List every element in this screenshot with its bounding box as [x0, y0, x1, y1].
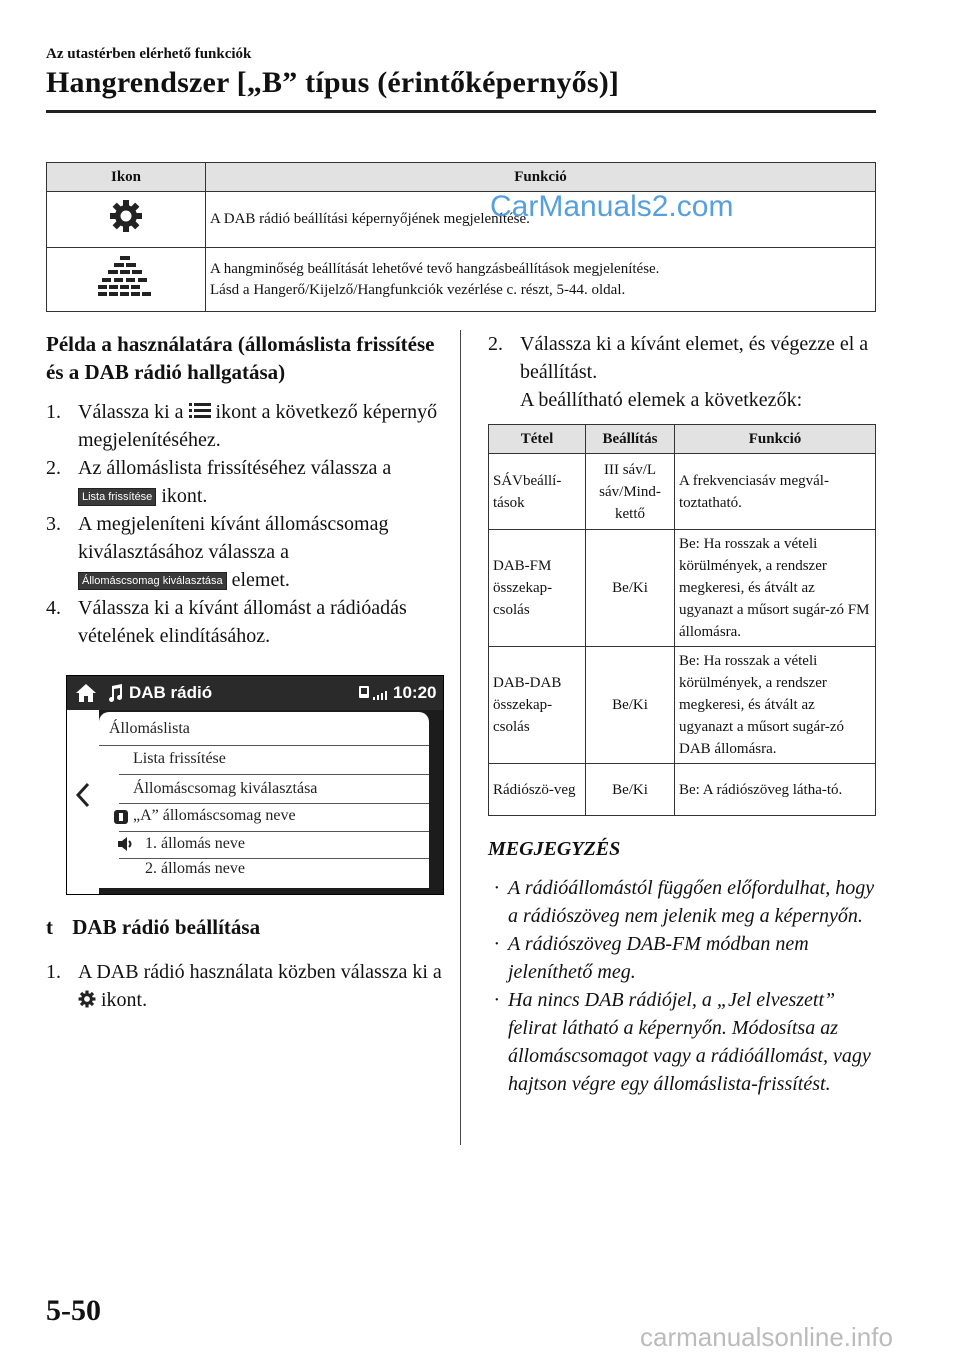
list-item[interactable]: „A” állomáscsomag neve: [133, 807, 296, 824]
signal-icon: [357, 684, 387, 702]
settings-item: DAB-FM összekap-csolás: [489, 530, 586, 647]
settings-value: III sáv/L sáv/Mind-kettő: [586, 454, 675, 530]
settings-header-tetel: Tétel: [489, 425, 586, 454]
list-item[interactable]: Állomáscsomag kiválasztása: [133, 780, 318, 797]
dab-settings-steps: [46, 958, 456, 1014]
section-label: Az utastérben elérhető funkciók: [46, 46, 252, 62]
step-number: 2.: [46, 457, 61, 479]
icon-table-header-funkcio: Funkció: [206, 163, 876, 192]
settings-table: [488, 424, 876, 816]
chevron-left-icon[interactable]: [75, 782, 91, 808]
gear-icon: [109, 199, 143, 233]
package-icon: [113, 809, 129, 825]
settings-function: Be: A rádiószöveg látha-tó.: [675, 764, 876, 816]
settings-value: Be/Ki: [586, 647, 675, 764]
settings-function: Be: Ha rosszak a vételi körülmények, a rendszer megkeresi, és átvált az ugyanazt a műsort sugár-zó FM állomásra.: [675, 530, 876, 647]
clock: 10:20: [393, 683, 437, 702]
station-list: [99, 712, 429, 888]
screen-status-bar: [67, 676, 443, 710]
settings-function: Be: Ha rosszak a vételi körülmények, a rendszer megkeresi, és átvált az ugyanazt a műsort sugár-zó DAB állomásra.: [675, 647, 876, 764]
step-item: [488, 330, 878, 414]
note-bullet: ·: [494, 933, 499, 955]
settings-value: Be/Ki: [586, 764, 675, 816]
step-text: A DAB rádió használata közben válassza ki a: [78, 961, 442, 983]
icon-row-text: A DAB rádió beállítási képernyőjének megjelenítése.: [206, 192, 876, 248]
page-number: 5-50: [46, 1294, 101, 1327]
footer-watermark: carmanualsonline.info: [640, 1322, 893, 1352]
lista-frissitese-chip: Lista frissítése: [78, 488, 156, 506]
note-bullet: ·: [494, 989, 499, 1011]
icon-table: [46, 162, 876, 312]
watermark: CarManuals2.com: [490, 190, 734, 223]
list-divider: [119, 858, 429, 859]
list-divider: [119, 774, 429, 775]
speaker-icon: [117, 836, 135, 852]
dab-settings-title: DAB rádió beállítása: [72, 915, 261, 939]
note-item: [488, 986, 878, 1098]
step-item: [46, 398, 456, 454]
step-item: [46, 958, 456, 1014]
note-text: A rádiószöveg DAB-FM módban nem jeleníthető meg.: [508, 933, 809, 983]
icon-row-text: [206, 248, 876, 312]
note-item: [488, 930, 878, 986]
list-icon: [189, 402, 211, 420]
step-text: ikont.: [161, 485, 208, 507]
section-bullet: t: [46, 915, 53, 939]
note-bullet: ·: [494, 877, 499, 899]
allomascsomag-chip: Állomáscsomag kiválasztása: [78, 572, 227, 590]
dab-settings-heading: [46, 915, 260, 940]
column-divider: [460, 330, 461, 1145]
example-heading: Példa a használatára (állomáslista frissítése és a DAB rádió hallgatása): [46, 332, 435, 384]
note-text: Ha nincs DAB rádiójel, a „Jel elveszett” felirat látható a képernyőn. Módosítsa az állomáscsomagot vagy a rádióállomást, vagy hajtson végre egy állomáslista-frissítést.: [508, 989, 871, 1095]
note-heading: MEGJEGYZÉS: [488, 838, 621, 860]
step-item: [46, 594, 456, 650]
music-note-icon: [107, 684, 123, 702]
gear-icon: [78, 990, 96, 1008]
settings-value: Be/Ki: [586, 530, 675, 647]
list-divider: [99, 745, 429, 746]
settings-header-beallitas: Beállítás: [586, 425, 675, 454]
settings-item: SÁVbeállí-tások: [489, 454, 586, 530]
step-number: 1.: [46, 401, 61, 423]
step-number: 2.: [488, 333, 503, 355]
step-text: Az állomáslista frissítéséhez válassza a: [78, 457, 392, 479]
note-item: [488, 874, 878, 930]
right-steps: [488, 330, 878, 414]
step-item: [46, 510, 456, 594]
step-text: ikont.: [101, 989, 148, 1011]
step-item: [46, 454, 456, 510]
equalizer-icon: [98, 254, 154, 298]
screen-title: DAB rádió: [129, 683, 213, 702]
step-text: A beállítható elemek a következők:: [520, 389, 803, 411]
step-number: 3.: [46, 513, 61, 535]
list-divider: [119, 803, 429, 804]
dab-radio-screen: [66, 675, 444, 895]
step-text: elemet.: [231, 569, 290, 591]
list-item[interactable]: Állomáslista: [109, 720, 190, 737]
settings-item: Rádiószö-veg: [489, 764, 586, 816]
icon-table-header-ikon: Ikon: [47, 163, 206, 192]
page-title: Hangrendszer [„B” típus (érintőképernyős)]: [46, 66, 620, 99]
step-text: Válassza ki a: [78, 401, 184, 423]
step-text: Válassza ki a kívánt elemet, és végezze el a beállítást.: [520, 333, 869, 383]
step-text: A megjeleníteni kívánt állomáscsomag kiválasztásához válassza a: [78, 513, 389, 563]
list-divider: [119, 831, 429, 832]
settings-header-funkcio: Funkció: [675, 425, 876, 454]
icon-cell: [47, 248, 206, 312]
settings-item: DAB-DAB összekap-csolás: [489, 647, 586, 764]
notes-list: [488, 874, 878, 1098]
back-area: [67, 710, 99, 894]
home-icon[interactable]: [75, 683, 97, 703]
step-number: 1.: [46, 961, 61, 983]
title-rule: [46, 110, 876, 113]
list-item[interactable]: 1. állomás neve: [145, 835, 245, 852]
step-number: 4.: [46, 597, 61, 619]
icon-row-line: Lásd a Hangerő/Kijelző/Hangfunkciók vezérlése c. részt, 5-44. oldal.: [210, 281, 626, 298]
list-item[interactable]: Lista frissítése: [133, 750, 226, 767]
step-text: ikont a következő képernyő megjelenítéséhez.: [78, 401, 438, 451]
right-step: [488, 330, 878, 414]
list-item[interactable]: 2. állomás neve: [145, 860, 245, 877]
note-text: A rádióállomástól függően előfordulhat, hogy a rádiószöveg nem jelenik meg a képernyőn.: [508, 877, 875, 927]
step-text: Válassza ki a kívánt állomást a rádióadás vételének elindításához.: [78, 597, 407, 647]
example-steps: [46, 398, 456, 650]
icon-cell: [47, 192, 206, 248]
settings-function: A frekvenciasáv megvál-toztatható.: [675, 454, 876, 530]
icon-row-line: A hangminőség beállítását lehetővé tevő hangzásbeállítások megjelenítése.: [210, 260, 660, 277]
